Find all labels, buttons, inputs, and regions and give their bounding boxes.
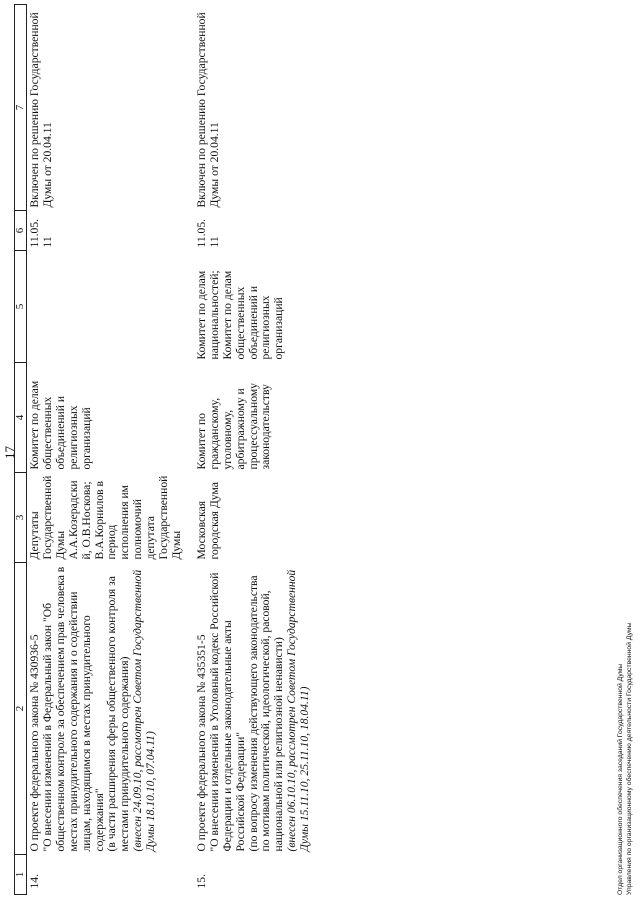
column-header: 3 xyxy=(15,473,27,563)
co-committee: Комитет по делам национальностей; Комитет по делам общественных объединений и религиозных организаций xyxy=(194,270,286,360)
row-number: 15. xyxy=(194,874,208,889)
table-row xyxy=(194,5,322,895)
bill-subject: "О внесении изменений в Федеральный закон "Об общественном контроле за обеспечением прав человека в местах принудительного содержания и о содействии лицам, находящимся в местах принудительного содержания" xyxy=(40,566,106,852)
bill-history: (внесен 24.09.10, рассмотрен Советом Государственной Думы 18.10.10, 07.04.11) xyxy=(131,569,158,852)
consideration-date: 11.05.11 xyxy=(28,218,54,248)
agenda-table xyxy=(14,4,322,895)
initiator: Депутаты Государственной Думы А.А.Козерадский, О.В.Носкова; В.А.Корнилов в период исполнения им полномочий депутата Государственной Думы xyxy=(28,475,183,560)
page-number: 17 xyxy=(2,446,17,459)
column-header: 7 xyxy=(15,5,27,211)
table-row xyxy=(27,5,194,895)
decision: Включен по решению Государственной Думы от 20.04.11 xyxy=(28,12,54,208)
co-committee xyxy=(27,251,194,363)
column-header: 1 xyxy=(15,855,27,895)
bill-description xyxy=(27,563,194,855)
responsible-committee: Комитет по делам общественных объединений и религиозных организаций xyxy=(28,380,93,470)
bill-subject: "О внесении изменений в Уголовный кодекс Российской Федерации и отдельные законодательные акты Российской Федерации" xyxy=(207,572,247,852)
page-footer xyxy=(616,623,634,896)
column-header: 6 xyxy=(15,211,27,251)
bill-scope: (по вопросу изменения действующего законодательства по мотивам политической, идеологической, расовой, национальной или религиозной ненависти) xyxy=(246,575,286,852)
column-header: 2 xyxy=(15,563,27,855)
bill-description xyxy=(194,563,322,855)
initiator: Московская городская Дума xyxy=(194,482,221,560)
bill-title: О проекте федерального закона № 435351-5 xyxy=(194,634,208,852)
bill-history: (внесен 06.10.10, рассмотрен Советом Государственной Думы 15.11.10, 25.11.10, 18.04.11) xyxy=(285,569,312,852)
table-header-row xyxy=(15,5,27,895)
column-header: 5 xyxy=(15,251,27,363)
responsible-committee: Комитет по гражданскому, уголовному, арбитражному и процессуальному законодательству xyxy=(194,383,273,470)
footer-department: Отдел организационного обеспечения заседаний Государственной Думы xyxy=(617,663,624,895)
consideration-date: 11.05.11 xyxy=(194,218,221,248)
bill-title: О проекте федерального закона № 430936-5 xyxy=(28,634,41,852)
decision: Включен по решению Государственной Думы от 20.04.11 xyxy=(194,12,221,208)
bill-scope: (в части расширения сферы общественного контроля за местами принудительного содержания) xyxy=(105,576,132,852)
footer-directorate: Управления по организационному обеспечению деятельности Государственной Думы xyxy=(626,622,633,895)
column-header: 4 xyxy=(15,363,27,473)
row-number: 14. xyxy=(28,874,41,889)
